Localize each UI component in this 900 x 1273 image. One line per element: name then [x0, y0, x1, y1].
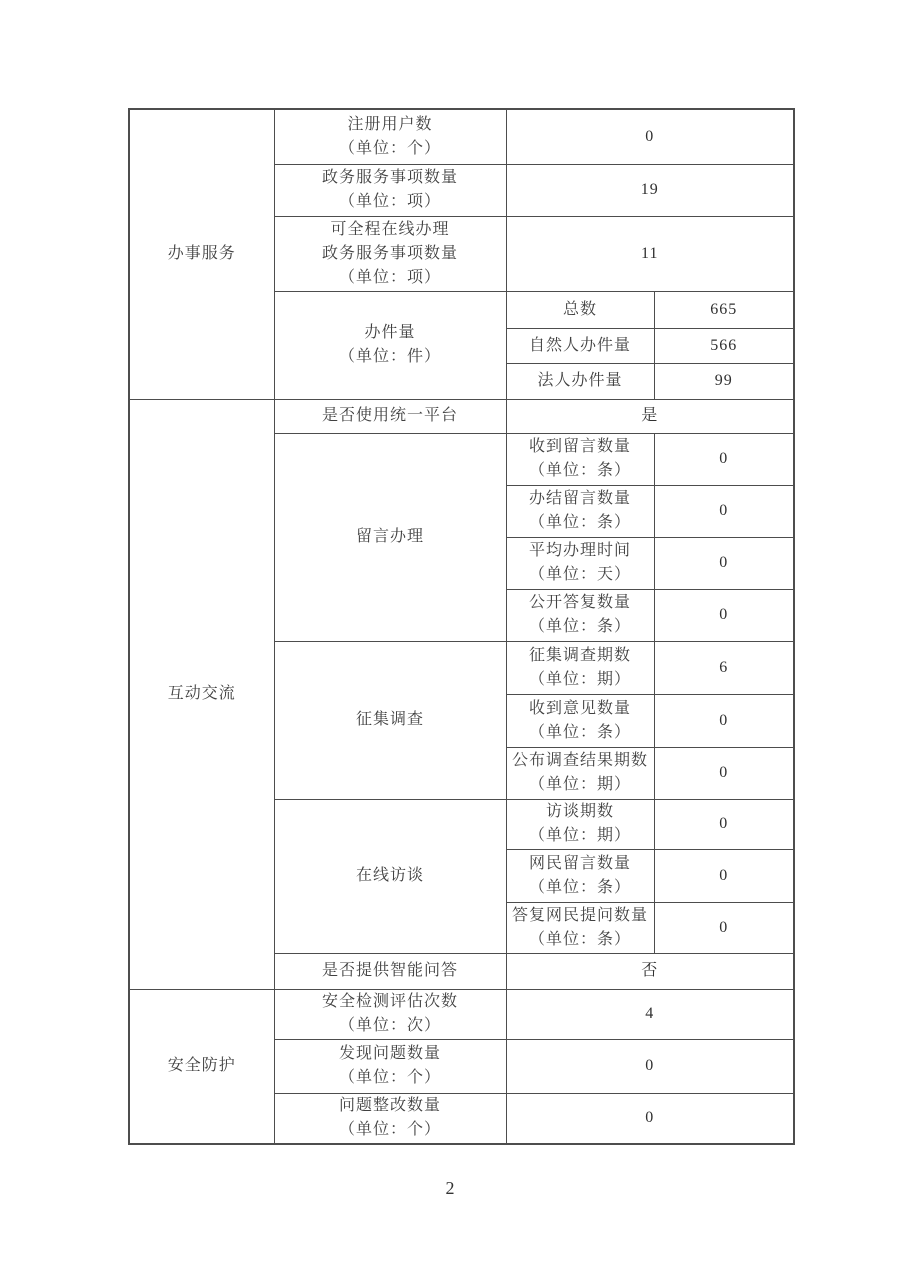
metric-unit: （单位：条）: [528, 878, 631, 896]
value-survey-periods: 6: [654, 641, 794, 694]
metric-label: 收到意见数量: [528, 699, 631, 717]
category-cell-service: [129, 109, 274, 399]
table-row: [129, 989, 794, 1039]
table-row: [129, 399, 794, 433]
value-registered-users: 0: [506, 109, 794, 164]
metric-unit: （单位：个）: [338, 1069, 441, 1086]
metric-label: 收到留言数量: [528, 438, 631, 455]
group-cell-interview: 在线访谈: [274, 799, 506, 953]
metric-unit: （单位：次）: [338, 1017, 441, 1034]
value-security-assessments: 4: [506, 989, 794, 1039]
category-label-interaction: 互动交流: [167, 685, 236, 702]
category-cell-interaction: [129, 399, 274, 989]
submetric-cell-survey-periods: [506, 641, 654, 694]
group-cell-survey: 征集调查: [274, 641, 506, 799]
submetric-cell-interview-periods: [506, 799, 654, 849]
metric-cell-problems-found: [274, 1039, 506, 1093]
metric-label: 政务服务事项数量: [321, 169, 458, 186]
submetric-cell-average-handling-time: [506, 537, 654, 589]
value-case-natural-person: 566: [654, 328, 794, 363]
metric-label: 公布调查结果期数: [511, 752, 648, 769]
submetric-cell-opinions-received: [506, 694, 654, 747]
metric-label: 问题整改数量: [338, 1097, 441, 1115]
submetric-cell-messages-received: [506, 433, 654, 485]
metric-unit: （单位：期）: [528, 827, 631, 844]
value-online-items: 11: [506, 216, 794, 291]
metric-cell-registered-users: [274, 109, 506, 164]
metric-unit: （单位：件）: [338, 348, 441, 365]
metric-cell-problems-rectified: [274, 1093, 506, 1144]
value-service-items: 19: [506, 164, 794, 216]
metric-cell-online-items: [274, 216, 506, 291]
value-problems-found: 0: [506, 1039, 794, 1093]
value-opinions-received: 0: [654, 694, 794, 747]
value-messages-completed: 0: [654, 485, 794, 537]
value-questions-answered: 0: [654, 902, 794, 953]
metric-cell-smart-qa: 是否提供智能问答: [274, 953, 506, 989]
metric-label: 公开答复数量: [528, 594, 631, 611]
submetric-label-total: 总数: [506, 291, 654, 328]
metric-label: 平均办理时间: [528, 542, 631, 559]
metric-cell-case-volume: [274, 291, 506, 399]
metric-unit: （单位：期）: [528, 776, 631, 793]
value-case-total: 665: [654, 291, 794, 328]
metric-unit: （单位：项）: [338, 193, 441, 210]
submetric-cell-netizen-messages: [506, 849, 654, 902]
metric-cell-unified-platform: 是否使用统一平台: [274, 399, 506, 433]
metric-unit: （单位：个）: [338, 1121, 441, 1139]
value-interview-periods: 0: [654, 799, 794, 849]
value-average-handling-time: 0: [654, 537, 794, 589]
metric-label: 政务服务事项数量: [321, 244, 458, 262]
metric-unit: （单位：条）: [528, 930, 631, 948]
submetric-cell-results-published: [506, 747, 654, 799]
metric-label: 访谈期数: [545, 803, 614, 820]
value-unified-platform: 是: [506, 399, 794, 433]
submetric-label-legal-person: 法人办件量: [506, 363, 654, 399]
category-label-service: 办事服务: [167, 245, 236, 263]
submetric-label-natural-person: 自然人办件量: [506, 328, 654, 363]
metric-label: 征集调查期数: [528, 646, 631, 664]
value-case-legal-person: 99: [654, 363, 794, 399]
metric-unit: （单位：天）: [528, 566, 631, 583]
metric-unit: （单位：条）: [528, 462, 631, 479]
submetric-cell-messages-completed: [506, 485, 654, 537]
page-number: 2: [445, 1178, 455, 1198]
metric-label: 办件量: [364, 324, 416, 341]
submetric-cell-questions-answered: [506, 902, 654, 953]
table-row: [129, 109, 794, 164]
value-results-published: 0: [654, 747, 794, 799]
submetric-cell-public-replies: [506, 589, 654, 641]
metric-unit: （单位：条）: [528, 723, 631, 741]
metric-unit: （单位：期）: [528, 670, 631, 688]
metric-label: 网民留言数量: [528, 854, 631, 872]
metric-cell-security-assessments: [274, 989, 506, 1039]
value-problems-rectified: 0: [506, 1093, 794, 1144]
metric-label: 发现问题数量: [338, 1045, 441, 1062]
metric-cell-service-items: [274, 164, 506, 216]
value-public-replies: 0: [654, 589, 794, 641]
category-label-security: 安全防护: [167, 1057, 236, 1075]
value-netizen-messages: 0: [654, 849, 794, 902]
metric-label: 注册用户数: [347, 115, 433, 133]
metric-unit: （单位：条）: [528, 514, 631, 531]
metric-label: 安全检测评估次数: [321, 993, 458, 1010]
category-cell-security: [129, 989, 274, 1144]
statistics-table: [128, 108, 795, 1145]
group-cell-message-handling: 留言办理: [274, 433, 506, 641]
value-smart-qa: 否: [506, 953, 794, 989]
metric-unit: （单位：个）: [338, 139, 441, 157]
metric-label: 办结留言数量: [528, 490, 631, 507]
metric-label: 可全程在线办理: [330, 220, 450, 238]
metric-unit: （单位：项）: [338, 268, 441, 286]
value-messages-received: 0: [654, 433, 794, 485]
metric-unit: （单位：条）: [528, 618, 631, 635]
metric-label: 答复网民提问数量: [511, 906, 648, 924]
